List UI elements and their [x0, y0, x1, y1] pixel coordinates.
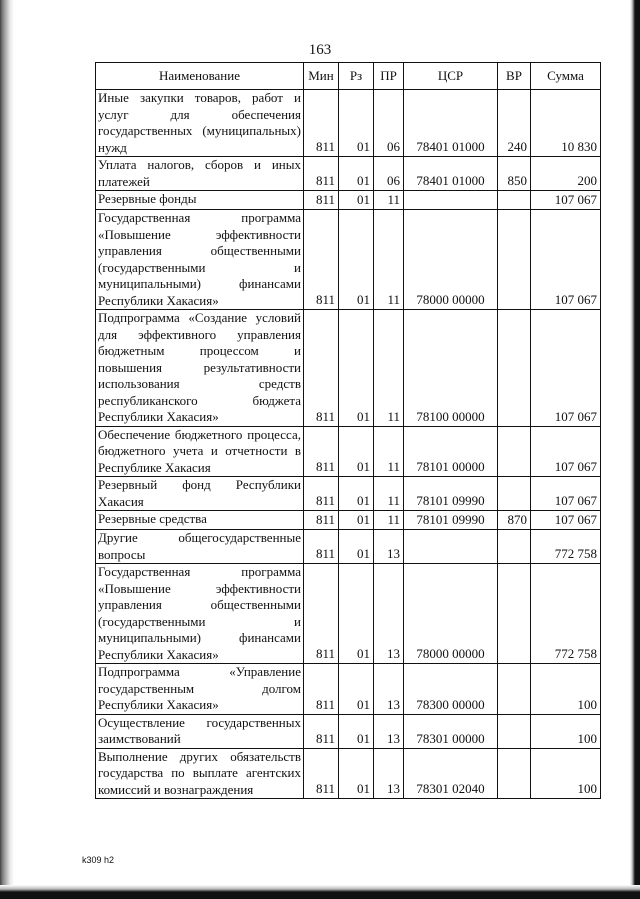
cell-min: 811 [304, 157, 339, 191]
cell-csr: 78301 00000 [404, 714, 498, 748]
table-row [96, 564, 601, 664]
cell-csr: 78301 02040 [404, 748, 498, 799]
cell-pr: 11 [374, 426, 404, 477]
cell-pr: 06 [374, 157, 404, 191]
cell-name: Подпрограмма «Управление государственным долгом Республики Хакасия» [96, 664, 304, 715]
cell-min: 811 [304, 210, 339, 310]
header-sum: Сумма [531, 63, 601, 90]
cell-name: Государственная программа «Повышение эффективности управления общественными (государственными и муниципальными) финансами Республики Хакасия» [96, 210, 304, 310]
table-row [96, 748, 601, 799]
cell-vr [498, 664, 531, 715]
cell-min: 811 [304, 664, 339, 715]
cell-rz: 01 [339, 748, 374, 799]
cell-csr: 78101 09990 [404, 511, 498, 530]
cell-rz: 01 [339, 511, 374, 530]
table-row [96, 530, 601, 564]
cell-min: 811 [304, 530, 339, 564]
cell-min: 811 [304, 426, 339, 477]
cell-rz: 01 [339, 191, 374, 210]
cell-min: 811 [304, 191, 339, 210]
scan-right-edge [630, 0, 640, 899]
cell-name: Другие общегосударственные вопросы [96, 530, 304, 564]
table-row [96, 157, 601, 191]
scan-left-edge [0, 0, 14, 899]
cell-csr: 78300 00000 [404, 664, 498, 715]
cell-rz: 01 [339, 90, 374, 157]
cell-sum: 107 067 [531, 191, 601, 210]
table-row [96, 90, 601, 157]
cell-vr [498, 191, 531, 210]
table-row [96, 511, 601, 530]
cell-name: Резервные фонды [96, 191, 304, 210]
cell-min: 811 [304, 564, 339, 664]
cell-min: 811 [304, 477, 339, 511]
table-row [96, 191, 601, 210]
cell-vr: 850 [498, 157, 531, 191]
table-row [96, 426, 601, 477]
page-number: 163 [308, 42, 332, 58]
cell-min: 811 [304, 310, 339, 427]
cell-vr [498, 530, 531, 564]
cell-sum: 100 [531, 748, 601, 799]
cell-pr: 13 [374, 714, 404, 748]
cell-vr [498, 310, 531, 427]
cell-rz: 01 [339, 310, 374, 427]
cell-csr [404, 191, 498, 210]
header-rz: Рз [339, 63, 374, 90]
footer-code: k309 h2 [82, 855, 115, 865]
cell-csr: 78101 09990 [404, 477, 498, 511]
header-csr: ЦСР [404, 63, 498, 90]
header-pr: ПР [374, 63, 404, 90]
cell-pr: 13 [374, 564, 404, 664]
cell-sum: 107 067 [531, 511, 601, 530]
table-row [96, 310, 601, 427]
cell-csr: 78401 01000 [404, 90, 498, 157]
scan-bottom-edge [0, 885, 640, 899]
cell-name: Государственная программа «Повышение эффективности управления общественными (государственными и муниципальными) финансами Республики Хакасия» [96, 564, 304, 664]
header-name: Наименование [96, 63, 304, 90]
cell-sum: 107 067 [531, 477, 601, 511]
header-vr: ВР [498, 63, 531, 90]
cell-min: 811 [304, 90, 339, 157]
cell-vr: 870 [498, 511, 531, 530]
cell-sum: 107 067 [531, 310, 601, 427]
cell-pr: 11 [374, 511, 404, 530]
cell-sum: 107 067 [531, 426, 601, 477]
cell-name: Резервный фонд Республики Хакасия [96, 477, 304, 511]
cell-vr [498, 426, 531, 477]
table-row [96, 210, 601, 310]
cell-csr: 78100 00000 [404, 310, 498, 427]
cell-rz: 01 [339, 157, 374, 191]
cell-name: Выполнение других обязательств государства по выплате агентских комиссий и вознаграждения [96, 748, 304, 799]
cell-sum: 10 830 [531, 90, 601, 157]
cell-csr: 78000 00000 [404, 564, 498, 664]
table-row [96, 477, 601, 511]
cell-pr: 13 [374, 748, 404, 799]
cell-sum: 107 067 [531, 210, 601, 310]
cell-vr [498, 714, 531, 748]
cell-rz: 01 [339, 564, 374, 664]
cell-sum: 200 [531, 157, 601, 191]
cell-min: 811 [304, 714, 339, 748]
table-row [96, 664, 601, 715]
cell-rz: 01 [339, 210, 374, 310]
header-min: Мин [304, 63, 339, 90]
cell-vr [498, 210, 531, 310]
cell-pr: 11 [374, 191, 404, 210]
cell-csr: 78000 00000 [404, 210, 498, 310]
cell-rz: 01 [339, 477, 374, 511]
cell-pr: 13 [374, 664, 404, 715]
cell-sum: 772 758 [531, 564, 601, 664]
cell-rz: 01 [339, 714, 374, 748]
budget-table [95, 62, 601, 799]
cell-csr: 78401 01000 [404, 157, 498, 191]
cell-name: Резервные средства [96, 511, 304, 530]
cell-name: Осуществление государственных заимствований [96, 714, 304, 748]
cell-csr [404, 530, 498, 564]
cell-vr [498, 564, 531, 664]
cell-pr: 11 [374, 477, 404, 511]
cell-pr: 11 [374, 210, 404, 310]
cell-sum: 100 [531, 714, 601, 748]
cell-rz: 01 [339, 530, 374, 564]
cell-name: Подпрограмма «Создание условий для эффективного управления бюджетным процессом и повышения результативности использования средств республиканского бюджета Республики Хакасия» [96, 310, 304, 427]
cell-pr: 06 [374, 90, 404, 157]
cell-name: Уплата налогов, сборов и иных платежей [96, 157, 304, 191]
cell-rz: 01 [339, 426, 374, 477]
cell-sum: 100 [531, 664, 601, 715]
cell-pr: 13 [374, 530, 404, 564]
cell-vr [498, 477, 531, 511]
cell-sum: 772 758 [531, 530, 601, 564]
cell-vr [498, 748, 531, 799]
cell-pr: 11 [374, 310, 404, 427]
cell-name: Иные закупки товаров, работ и услуг для обеспечения государственных (муниципальных) нужд [96, 90, 304, 157]
table-row [96, 714, 601, 748]
table-header-row [96, 63, 601, 90]
cell-name: Обеспечение бюджетного процесса, бюджетного учета и отчетности в Республике Хакасия [96, 426, 304, 477]
cell-csr: 78101 00000 [404, 426, 498, 477]
cell-vr: 240 [498, 90, 531, 157]
cell-min: 811 [304, 748, 339, 799]
cell-min: 811 [304, 511, 339, 530]
cell-rz: 01 [339, 664, 374, 715]
